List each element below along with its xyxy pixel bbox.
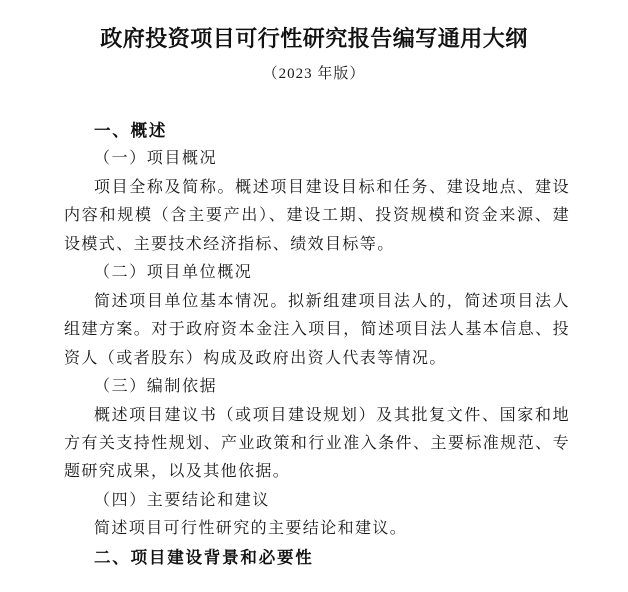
section-1-subheading-3: （三）编制依据: [94, 378, 218, 396]
document-body: [64, 117, 570, 572]
section-1-heading: 一、概述: [94, 122, 168, 140]
section-1-paragraph-1: 项目全称及简称。概述项目建设目标和任务、建设地点、建设内容和规模（含主要产出）、建设工期、投资规模和资金来源、建设模式、主要技术经济指标、绩效目标等。: [64, 178, 570, 253]
section-1-subheading-4: （四）主要结论和建议: [94, 491, 271, 509]
section-2-heading: 二、项目建设背景和必要性: [94, 548, 314, 567]
section-1-paragraph-3: 概述项目建议书（或项目建设规划）及其批复文件、国家和地方有关支持性规划、产业政策和行业准入条件、主要标准规范、专题研究成果，以及其他依据。: [64, 406, 570, 481]
section-1-paragraph-2: 简述项目单位基本情况。拟新组建项目法人的，简述项目法人组建方案。对于政府资本金注入项目，简述项目法人基本信息、投资人（或者股东）构成及政府出资人代表等情况。: [64, 292, 570, 367]
section-1-subheading-1: （一）项目概况: [94, 150, 218, 168]
section-1-paragraph-4: 简述项目可行性研究的主要结论和建议。: [94, 520, 408, 538]
document-title: 政府投资项目可行性研究报告编写通用大纲: [100, 26, 528, 51]
section-1-subheading-2: （二）项目单位概况: [94, 264, 253, 282]
document-subtitle: （2023 年版）: [262, 66, 366, 82]
